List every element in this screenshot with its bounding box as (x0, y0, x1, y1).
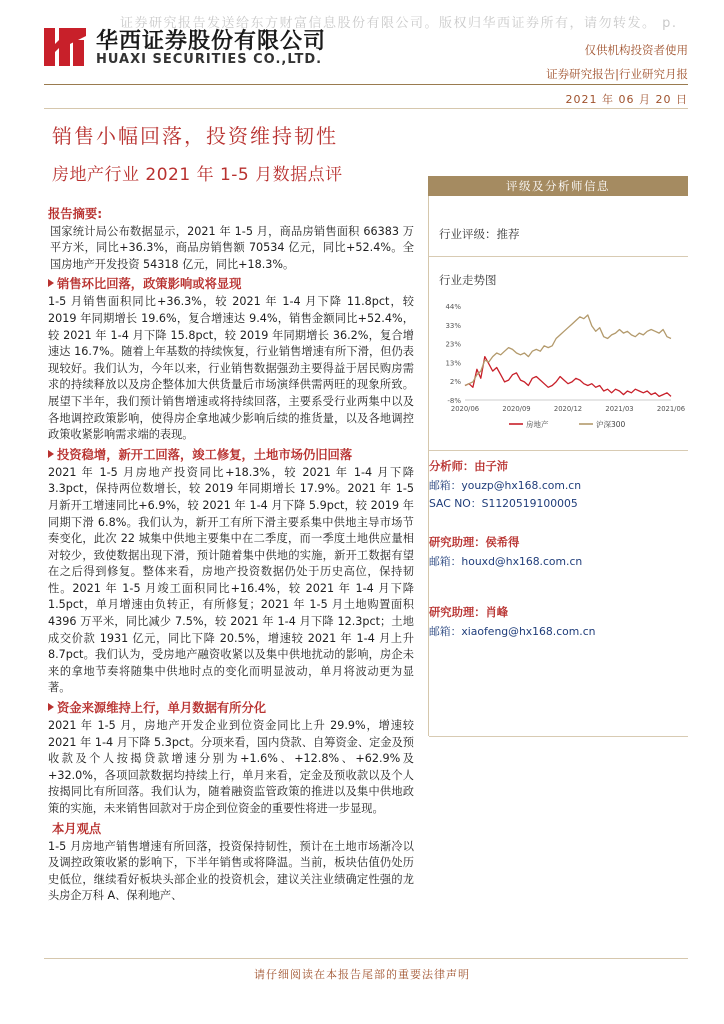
analyst-block (429, 534, 689, 569)
legend-label: 房地产 (526, 420, 549, 429)
analyst-name: 分析师：由子沛 (429, 460, 509, 473)
assistant-name: 研究助理：侯希得 (429, 536, 520, 549)
sidebar-panel-body (428, 196, 688, 736)
section-heading (48, 699, 414, 717)
summary-text: 国家统计局公布数据显示，2021 年 1-5 月，商品房销售面积 66383 万平方米，同比+36.3%，商品房销售额 70534 亿元，同比+52.4%。全国房地产开发投资 54318 亿元，同比+18.3%。 (50, 224, 414, 271)
triangle-bullet-icon (48, 703, 54, 711)
triangle-bullet-icon (48, 279, 54, 287)
y-tick-label: 33% (445, 321, 461, 330)
report-type-label: 证券研究报告|行业研究月报 (546, 67, 688, 81)
summary-heading: 报告摘要: (48, 207, 103, 221)
trend-chart-title: 行业走势图 (439, 273, 497, 287)
y-tick-label: 23% (445, 340, 461, 349)
x-tick-label: 2021/03 (605, 405, 634, 413)
x-tick-label: 2020/09 (502, 405, 531, 413)
footer-divider (44, 958, 688, 959)
series-line-1 (465, 315, 671, 386)
sidebar-panel-title: 评级及分析师信息 (428, 176, 688, 196)
sidebar (428, 176, 688, 736)
y-tick-label: 13% (445, 359, 461, 368)
y-tick-label: 44% (445, 303, 461, 311)
x-tick-label: 2020/06 (450, 405, 480, 413)
section-text: 2021 年 1-5 月，房地产开发企业到位资金同比上升 29.9%，增速较 2021 年 1-4 月下降 5.3pct。分项来看，国内贷款、自筹资金、定金及预收款及个人按揭贷款增速分别为+1.6%、+12.8%、+62.9%及+32.0%，各项回款数据均持续上行，单月来看，定金及预收款以及个人按揭同比有所回落。我们认为，随着融资监管政策的推进以及集中供地政策的实施，未来销售回款对于房企到位资金的重要性将进一步显现。 (48, 719, 414, 815)
report-title: 销售小幅回落，投资维持韧性 (52, 124, 338, 148)
x-tick-label: 2020/12 (553, 405, 583, 413)
assistant-email: 邮箱：xiaofeng@hx168.com.cn (429, 625, 596, 638)
industry-rating: 行业评级：推荐 (439, 227, 520, 241)
section-heading (48, 275, 414, 293)
outlook-text: 1-5 月房地产销售增速有所回落，投资保持韧性，预计在土地市场渐冷以及调控政策收紧的影响下，下半年销售或将降温。当前，板块估值仍处历史低位，继续看好板块头部企业的投资机会，建议关注业绩确定性强的龙头房企万科 A、保利地产、 (48, 839, 414, 903)
analyst-block (429, 604, 689, 639)
report-subtitle: 房地产行业 2021 年 1-5 月数据点评 (52, 165, 343, 185)
sidebar-divider (429, 256, 688, 257)
section-heading-text: 投资稳增，新开工回落，竣工修复，土地市场仍旧回落 (57, 447, 353, 462)
footer-disclaimer: 请仔细阅读在本报告尾部的重要法律声明 (254, 968, 470, 981)
section-text: 2021 年 1-5 月房地产投资同比+18.3%，较 2021 年 1-4 月下降 3.3pct，保持两位数增长，较 2019 年同期增长 17.9%。2021 年 1-5 月新开工增速同比+6.9%，较 2021 年 1-4 月下降 5.9pct，较 2019 年同期下滑 6.8%。我们认为，新开工有所下滑主要系集中供地主导市场节奏变化，此次 22 城集中供地主要集中在二季度，而一季度土地供应量相对较少，致使数据出现下滑，预计随着集中供地的实施，新开工数据有望在之后得到修复。整体来看，房地产投资数据仍处于历史高位，保持韧性。2021 年 1-5 月竣工面积同比+16.4%，较 2021 年 1-4 月下降 1.5pct，单月增速由负转正，有所修复；2021 年 1-5 月土地购置面积 4396 万平米，同比减少 7.5%，较 2021 年 1-4 月下降 12.3pct；土地成交价款 1931 亿元，同比下降 20.5%，增速较 2021 年 1-4 月上升 8.7pct。我们认为，受房地产融资收紧以及集中供地扰动的影响，房企未来的拿地节奏将随集中供地时点的变化而明显波动，单月将波动更为显著。 (48, 465, 414, 695)
section-heading-text: 销售环比回落，政策影响或将显现 (57, 277, 242, 292)
brand-name-en: HUAXI SECURITIES CO.,LTD. (96, 52, 323, 67)
header-divider-2 (44, 108, 688, 109)
section-text: 1-5 月销售面积同比+36.3%，较 2021 年 1-4 月下降 11.8pct，较 2019 年同期增长 19.6%，复合增速达 9.4%，销售金额同比+52.4%，较 2021 年 1-4 月下降 15.8pct，较 2019 年同期增长 36.2%，复合增速达 16.7%。随着上年基数的持续恢复，行业销售增速有所下滑，但仍表现较好。我们认为，今年以来，行业销售数据强劲主要得益于居民购房需求的持续释放以及房企整体加大供货量后市场演绎供需两旺的现象所致。展望下半年，我们预计销售增速或将持续回落，主要系受行业两集中以及各地调控政策影响，使得房企拿地减少影响后续的推货量，以及各地调控政策收紧影响需求端的表现。 (48, 295, 414, 442)
analyst-sac: SAC NO：S1120519100005 (429, 497, 578, 510)
triangle-bullet-icon (48, 450, 54, 458)
header-divider (44, 84, 688, 85)
analyst-email: 邮箱：youzp@hx168.com.cn (429, 479, 582, 492)
section-heading (48, 446, 414, 464)
y-tick-label: 2% (449, 378, 461, 387)
section-heading-text: 资金来源维持上行，单月数据有所分化 (57, 701, 267, 716)
trend-chart (429, 296, 689, 436)
main-body (48, 206, 414, 907)
x-tick-label: 2021/06 (656, 405, 686, 413)
huaxi-logo-icon (44, 26, 86, 68)
brand-name-cn: 华西证券股份有限公司 (96, 29, 327, 54)
report-date: 2021 年 06 月 20 日 (565, 93, 688, 106)
analyst-block (429, 458, 689, 511)
sidebar-divider (429, 736, 688, 737)
assistant-email: 邮箱：houxd@hx168.com.cn (429, 555, 583, 568)
watermark-text: 证券研究报告发送给东方财富信息股份有限公司。版权归华西证券所有，请勿转发。 p. (120, 16, 678, 31)
sidebar-divider (429, 450, 688, 451)
y-tick-label: -8% (447, 397, 461, 405)
series-line-0 (465, 357, 671, 397)
legend-label: 沪深300 (596, 420, 626, 429)
assistant-name: 研究助理：肖峰 (429, 606, 509, 619)
outlook-heading: 本月观点 (52, 821, 102, 836)
audience-label: 仅供机构投资者使用 (584, 43, 688, 57)
